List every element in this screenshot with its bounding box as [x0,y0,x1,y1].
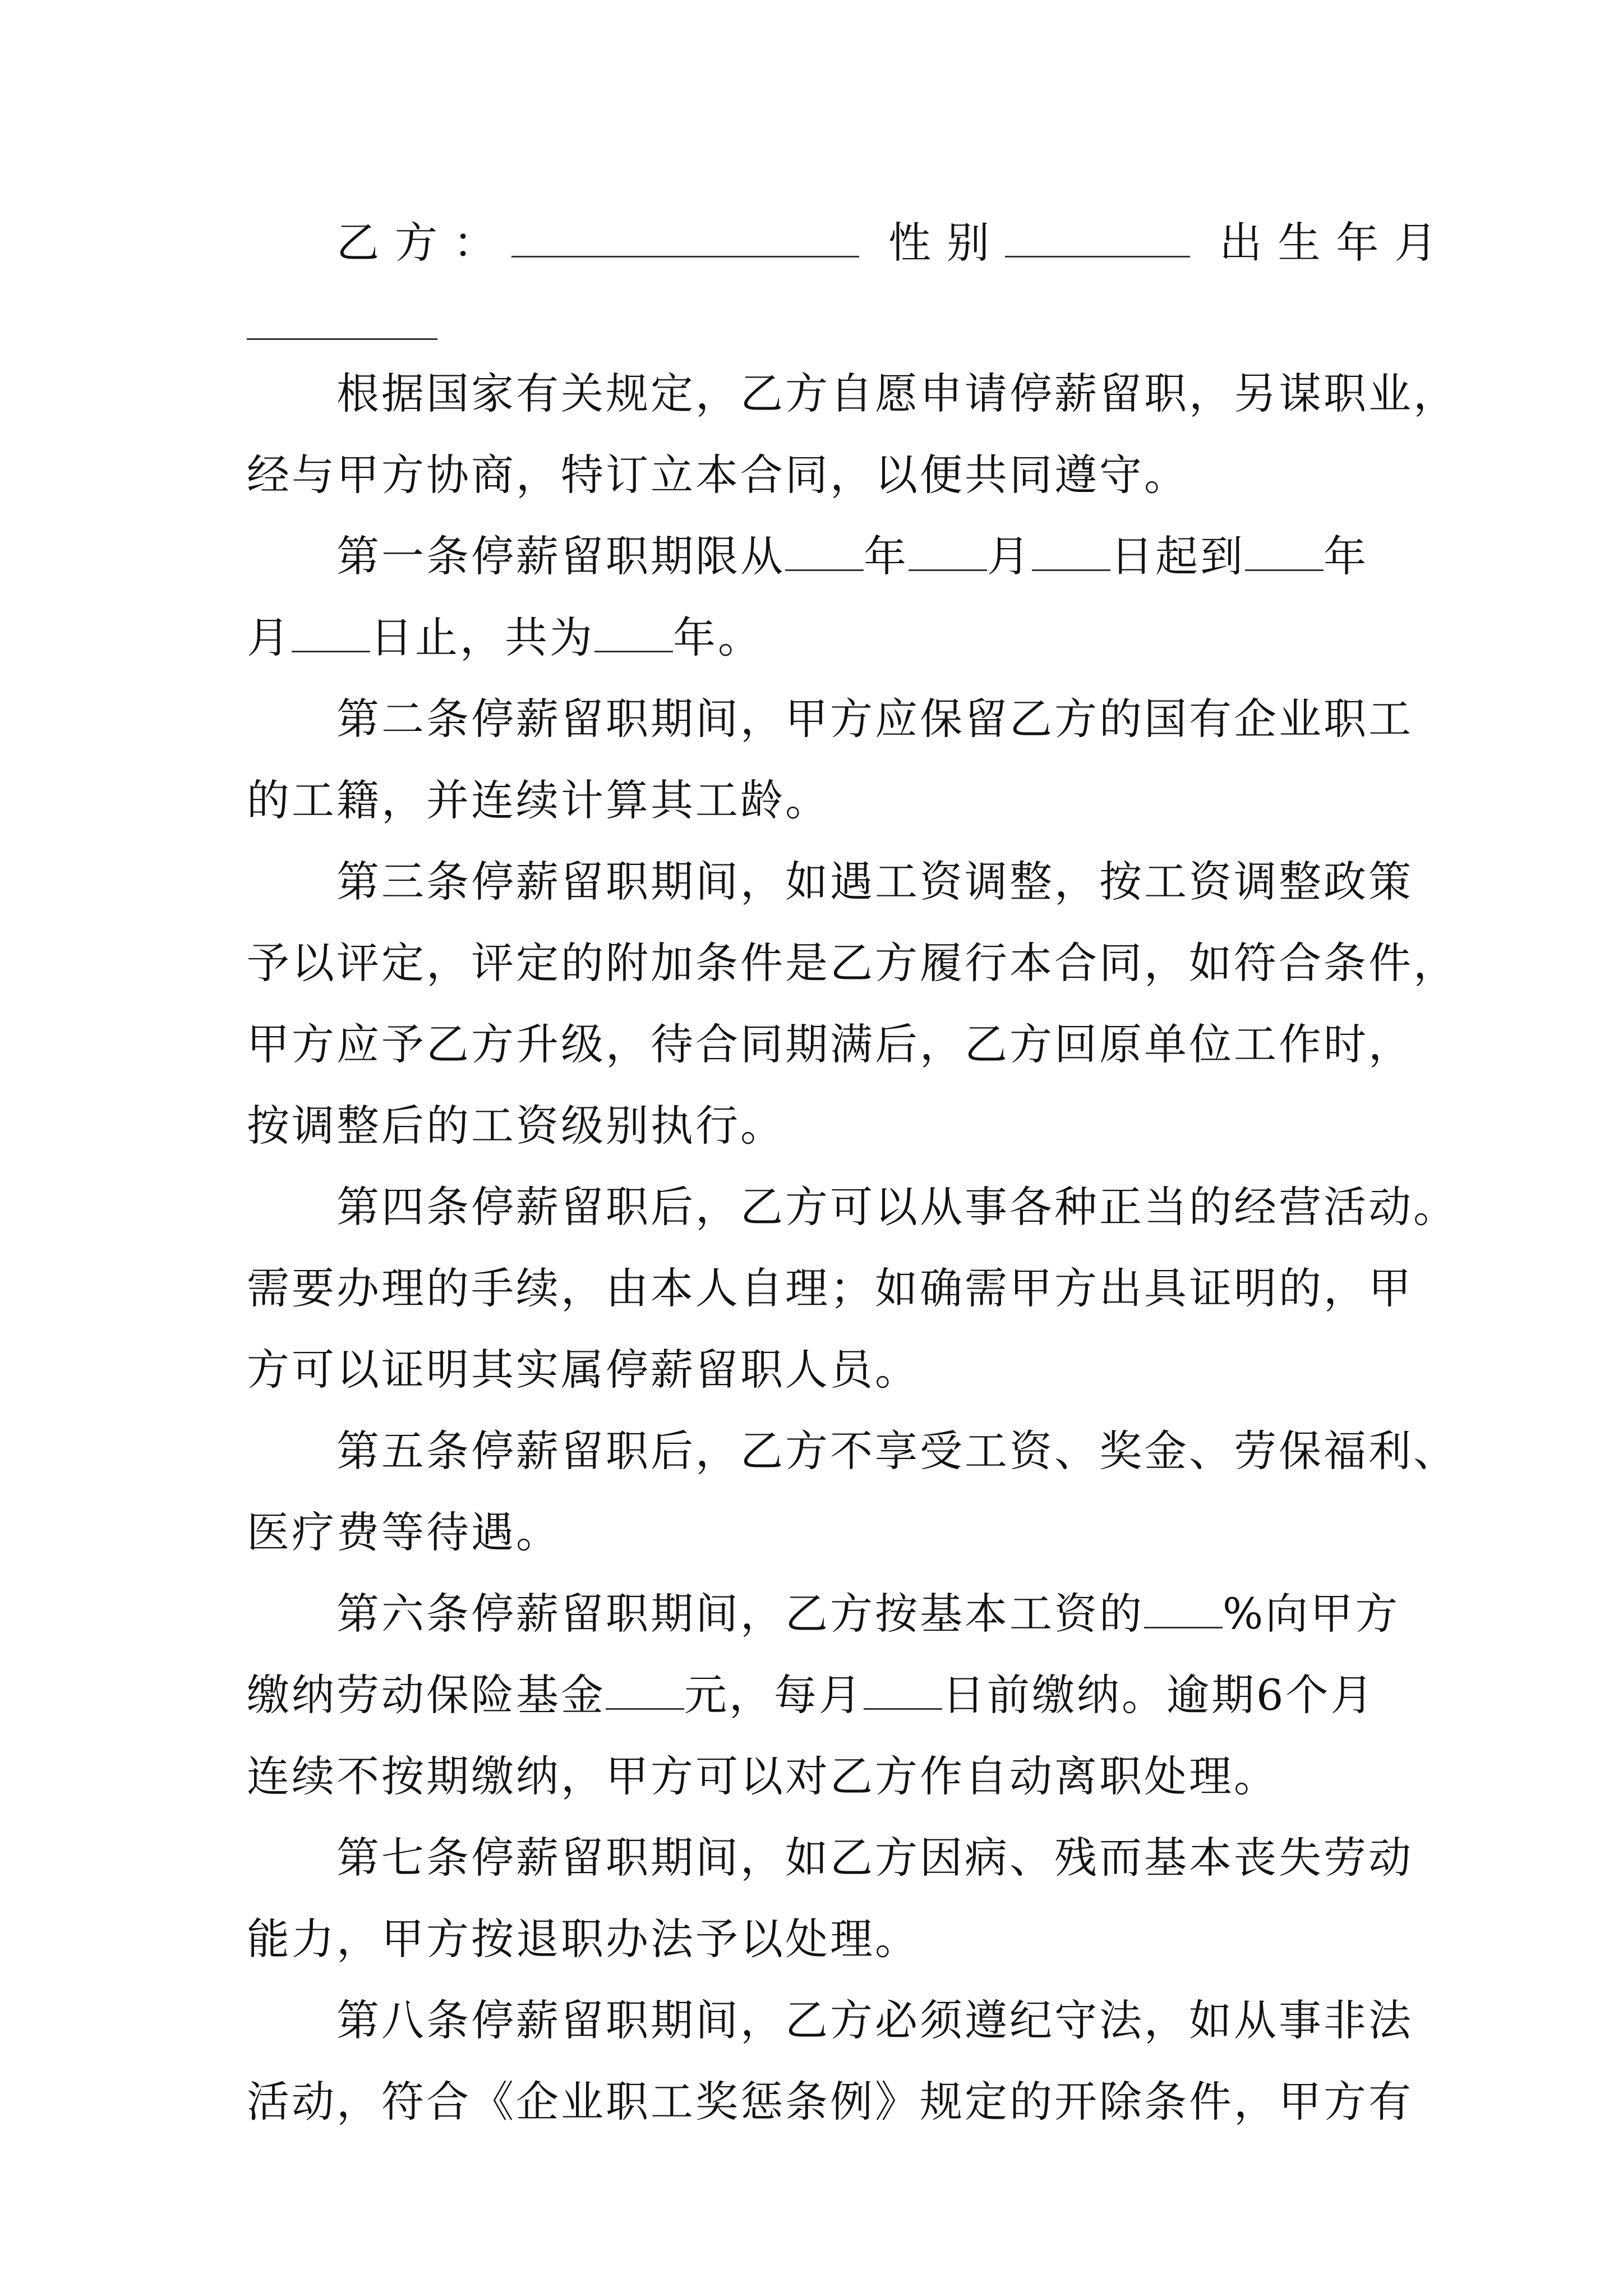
gender-label: 性别 [888,218,1006,268]
fund-amount-blank [606,1669,684,1710]
birth-label: 出生年月 [1219,218,1453,268]
percent-blank [1144,1588,1223,1628]
article-6-text-a: 第六条停薪留职期间，乙方按基本工资的 [336,1589,1144,1639]
article-1-day-end: 日止，共为 [370,613,594,662]
article-6-text-e: 日前缴纳。逾期6个月 [942,1670,1376,1720]
article-5-line-2: 医疗费等待遇。 [247,1507,561,1557]
gender-blank [1005,217,1190,257]
article-1-years: 年。 [673,613,763,662]
article-3-line-1: 第三条停薪留职期间，如遇工资调整，按工资调整政策 [336,857,1413,907]
party-label: 乙方： [336,218,511,268]
article-8-line-2: 活动，符合《企业职工奖惩条例》规定的开除条件，甲方有 [247,2077,1413,2127]
article-6-line-1 [336,1586,1400,1642]
intro-line-2: 经与甲方协商，特订立本合同，以便共同遵守。 [247,450,1189,500]
article-3-line-2: 予以评定，评定的附加条件是乙方履行本合同，如符合条件， [247,938,1458,988]
article-3-line-3: 甲方应予乙方升级，待合同期满后，乙方回原单位工作时， [247,1019,1413,1069]
article-6-line-2 [247,1667,1391,1723]
article-4-line-3: 方可以证明其实属停薪留职人员。 [247,1345,920,1395]
article-1-line-2 [247,610,1391,666]
article-4-line-2: 需要办理的手续，由本人自理；如确需甲方出具证明的，甲 [247,1263,1413,1313]
end-day-blank [292,611,370,652]
article-6-line-3: 连续不按期缴纳，甲方可以对乙方作自动离职处理。 [247,1751,1279,1801]
article-1-month-2: 月 [247,613,292,662]
article-6-text-c: 缴纳劳动保险基金 [247,1670,606,1720]
name-blank [511,217,859,257]
article-3-line-4: 按调整后的工资级别执行。 [247,1101,785,1151]
article-1-line-1 [336,528,1391,585]
article-2-line-2: 的工籍，并连续计算其工龄。 [247,775,830,825]
article-6-text-d: 元，每月 [684,1670,864,1720]
article-2-line-1: 第二条停薪留职期间，甲方应保留乙方的国有企业职工 [336,694,1413,744]
article-1-year: 年 [864,531,909,581]
article-1-year-2: 年 [1324,531,1368,581]
total-years-blank [594,611,673,652]
start-month-blank [909,530,987,571]
article-5-line-1: 第五条停薪留职后，乙方不享受工资、奖金、劳保福利、 [336,1426,1458,1476]
intro-line-1: 根据国家有关规定，乙方自愿申请停薪留职，另谋职业， [336,369,1458,418]
article-4-line-1: 第四条停薪留职后，乙方可以从事各种正当的经营活动。 [336,1182,1458,1232]
article-1-month: 月 [987,531,1032,581]
start-year-blank [785,530,864,571]
article-6-text-b: %向甲方 [1223,1589,1400,1639]
article-8-line-1: 第八条停薪留职期间，乙方必须遵纪守法，如从事非法 [336,1995,1413,2045]
birth-blank [247,338,437,340]
article-1-day-to: 日起到 [1110,531,1245,581]
article-1-text-a: 第一条停薪留职期限从 [336,531,785,581]
article-7-line-2: 能力，甲方按退职办法予以处理。 [247,1914,920,1964]
article-7-line-1: 第七条停薪留职期间，如乙方因病、残而基本丧失劳动 [336,1833,1413,1883]
start-day-blank [1032,530,1110,571]
party-info-line [336,215,1453,271]
pay-day-blank [864,1669,942,1710]
end-year-blank [1245,530,1324,571]
